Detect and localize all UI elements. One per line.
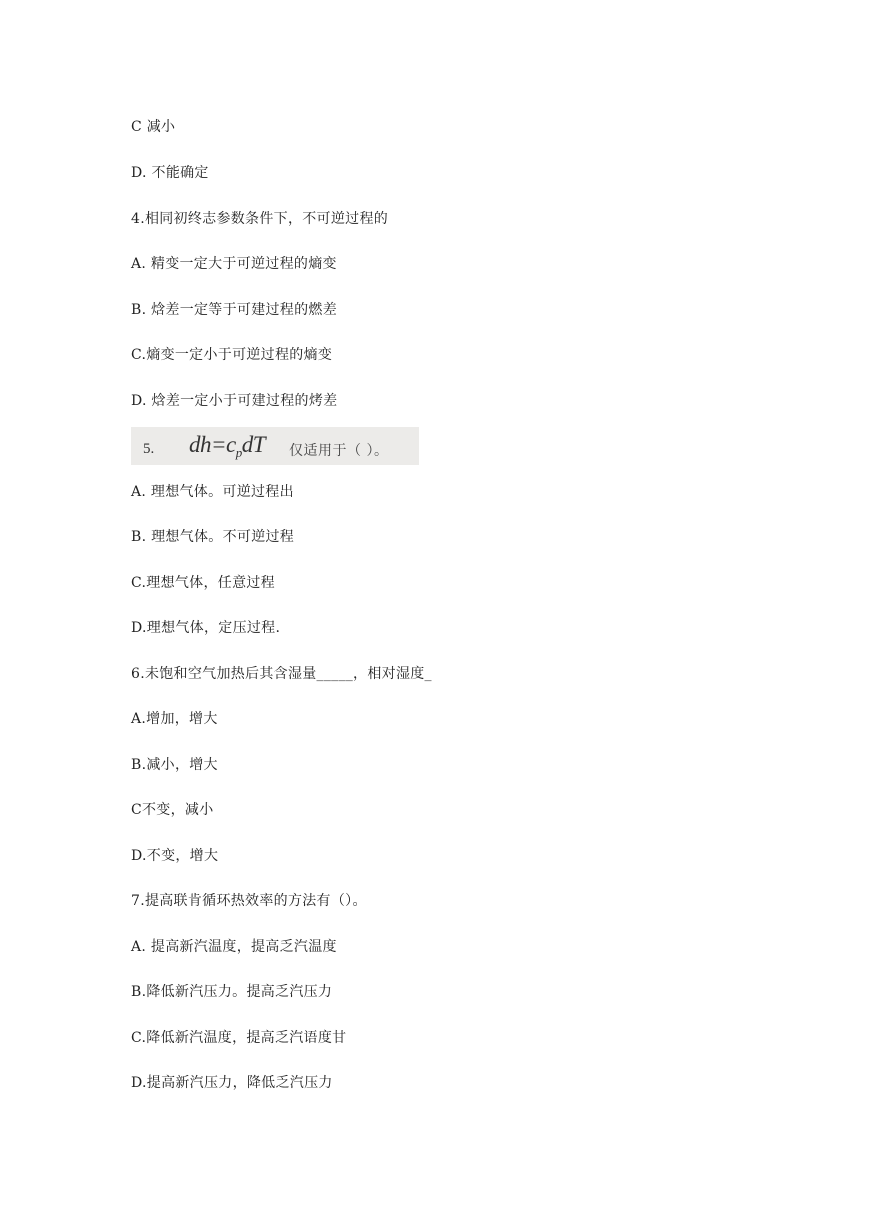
option-4d: D. 焓差一定小于可建过程的烤差 — [131, 393, 338, 409]
formula-main: dh=c — [189, 432, 236, 457]
option-3c: C 减小 — [131, 119, 176, 135]
option-5b: B. 理想气体。不可逆过程 — [131, 529, 295, 545]
question-5-formula-image — [131, 427, 419, 465]
formula-expression — [189, 432, 265, 461]
option-3d: D. 不能确定 — [131, 165, 209, 181]
option-7b: B.降低新汽压力。提高乏汽压力 — [131, 984, 333, 1000]
option-7a: A. 提高新汽温度，提高乏汽温度 — [131, 939, 337, 955]
option-7c: C.降低新汽温度，提高乏汽语度甘 — [131, 1030, 347, 1046]
question-7: 7.提高联肯循环热效率的方法有（）。 — [131, 893, 367, 909]
formula-tail: dT — [241, 432, 266, 457]
option-4b: B. 焓差一定等于可建过程的燃差 — [131, 302, 337, 318]
option-6d: D.不变，增大 — [131, 848, 219, 864]
question-5-number: 5. — [143, 441, 155, 457]
option-5a: A. 理想气体。可逆过程出 — [131, 484, 294, 500]
question-4: 4.相同初终志参数条件下，不可逆过程的 — [131, 211, 389, 227]
option-6c: C不变，减小 — [131, 802, 214, 818]
option-4a: A. 精变一定大于可逆过程的熵变 — [131, 256, 337, 272]
option-5d: D.理想气体，定压过程. — [131, 620, 281, 636]
option-4c: C.熵变一定小于可逆过程的熵变 — [131, 347, 333, 363]
option-5c: C.理想气体，任意过程 — [131, 575, 275, 591]
option-6b: B.减小，增大 — [131, 757, 218, 773]
option-6a: A.增加，增大 — [131, 711, 218, 727]
question-6: 6.未饱和空气加热后其含湿量_____，相对湿度_ — [131, 666, 432, 682]
option-7d: D.提高新汽压力，降低乏汽压力 — [131, 1075, 333, 1091]
question-5-text: 仅适用于（ ）。 — [289, 443, 389, 459]
formula-subscript: p — [235, 445, 242, 460]
